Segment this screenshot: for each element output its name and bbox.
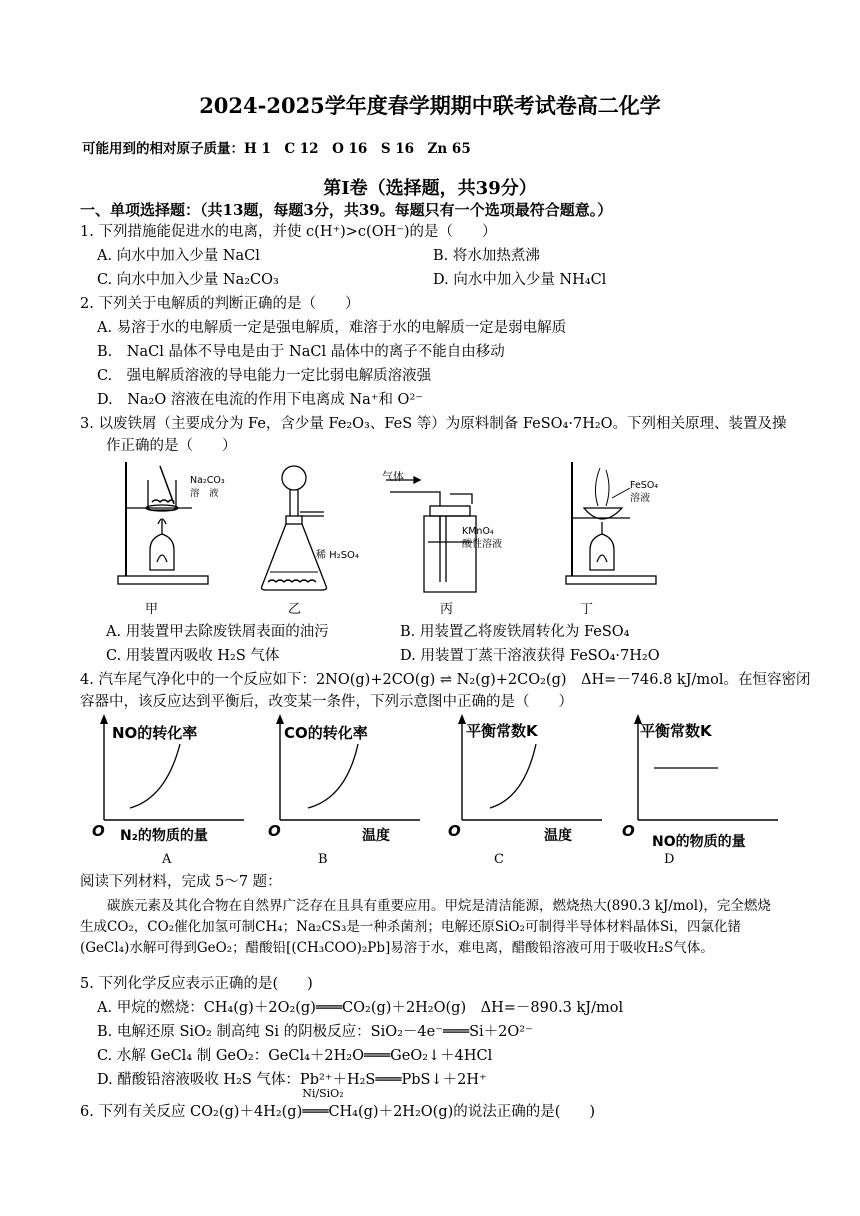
graph-b-ylabel: CO的转化率 (284, 724, 368, 742)
q3-apparatus-figure (100, 458, 700, 618)
q5-option-c: C. 水解 GeCl₄ 制 GeO₂：GeCl₄＋2H₂O═══GeO₂↓＋4HCl (97, 1048, 493, 1064)
q4-stem-line1: 4. 汽车尾气净化中的一个反应如下：2NO(g)+2CO(g) ⇌ N₂(g)+2CO₂(g) ΔH=－746.8 kJ/mol。在恒容密闭 (80, 672, 811, 688)
label-ding-reagent-2: 溶液 (630, 493, 650, 504)
part-heading: 一、单项选择题：（共13题，每题3分，共39。每题只有一个选项最符合题意。） (80, 201, 613, 219)
graph-b-caption: B (318, 852, 328, 867)
label-jia-reagent-2: 溶 液 (190, 488, 219, 499)
graph-a-xlabel: N₂的物质的量 (120, 828, 208, 844)
graph-c-xlabel: 温度 (544, 828, 572, 844)
q1-stem: 1. 下列措施能促进水的电离，并使 c(H⁺)>c(OH⁻)的是（ ） (80, 224, 497, 240)
q3-option-d: D. 用装置丁蒸干溶液获得 FeSO₄·7H₂O (400, 648, 660, 664)
graph-d-caption: D (664, 852, 675, 867)
q2-option-a: A. 易溶于水的电解质一定是强电解质，难溶于水的电解质一定是弱电解质 (97, 320, 567, 336)
q5-option-a: A. 甲烷的燃烧：CH₄(g)＋2O₂(g)═══CO₂(g)＋2H₂O(g) ΔH=－890.3 kJ/mol (97, 1000, 624, 1016)
q5-option-d: D. 醋酸铅溶液吸收 H₂S 气体：Pb²⁺＋H₂S═══PbS↓＋2H⁺ (97, 1072, 487, 1088)
reading-material (80, 896, 780, 959)
q6-catalyst: Ni/SiO₂ (302, 1087, 344, 1100)
reading-intro: 阅读下列材料，完成 5～7 题： (80, 874, 282, 890)
label-bing-reagent-2: 酸性溶液 (462, 539, 502, 550)
q4-stem-line2: 容器中，该反应达到平衡后，改变某一条件，下列示意图中正确的是（ ） (80, 694, 573, 710)
q6-stem (80, 1087, 596, 1122)
q1-option-a: A. 向水中加入少量 NaCl (97, 248, 260, 264)
q2-option-d: D. Na₂O 溶液在电流的作用下电离成 Na⁺和 O²⁻ (97, 392, 423, 408)
label-ding-reagent-1: FeSO₄ (630, 480, 659, 491)
graph-b-curve (308, 744, 358, 808)
graph-d-ylabel: 平衡常数K (640, 722, 712, 740)
reading-material-text: 碳族元素及其化合物在自然界广泛存在且具有重要应用。甲烷是清洁能源，燃烧热大(890.3 kJ/mol)，完全燃烧生成CO₂，CO₂催化加氢可制CH₄；Na₂CS₃是一种杀菌剂；电解还原SiO₂可制得半导体材料晶体Si，四氯化锗(GeCl₄)水解可得到GeO₂；醋酸铅[(CH₃COO)₂Pb]易溶于水，难电离，醋酸铅溶液可用于吸收H₂S气体。 (80, 898, 771, 956)
q5-option-b: B. 电解还原 SiO₂ 制高纯 Si 的阴极反应：SiO₂－4e⁻═══Si＋2O²⁻ (97, 1024, 533, 1040)
q3-stem-line2: 作正确的是（ ） (106, 438, 237, 454)
graph-a-origin: O (92, 822, 105, 840)
q3-stem-line1: 3. 以废铁屑（主要成分为 Fe，含少量 Fe₂O₃、FeS 等）为原料制备 FeSO₄·7H₂O。下列相关原理、装置及操 (80, 416, 787, 432)
graph-d-origin: O (622, 822, 635, 840)
q6-stem-post: CH₄(g)＋2H₂O(g)的说法正确的是( ) (328, 1104, 596, 1120)
graph-d (620, 712, 786, 852)
q3-option-b: B. 用装置乙将废铁屑转化为 FeSO₄ (400, 624, 630, 640)
caption-jia: 甲 (145, 602, 159, 617)
q2-option-c: C. 强电解质溶液的导电能力一定比弱电解质溶液强 (97, 368, 432, 384)
section-title: 第Ⅰ卷（选择题，共39分） (323, 178, 537, 199)
q3-option-a: A. 用装置甲去除废铁屑表面的油污 (106, 624, 329, 640)
graph-a (86, 712, 252, 852)
q3-option-c: C. 用装置丙吸收 H₂S 气体 (106, 648, 280, 664)
q2-option-b: B. NaCl 晶体不导电是由于 NaCl 晶体中的离子不能自由移动 (97, 344, 505, 360)
q1-option-d: D. 向水中加入少量 NH₄Cl (433, 272, 607, 288)
graph-c-caption: C (494, 852, 504, 867)
graph-a-caption: A (162, 852, 172, 867)
graph-b (262, 712, 428, 852)
graph-d-xlabel: NO的物质的量 (652, 834, 746, 850)
graph-c-ylabel: 平衡常数K (466, 722, 538, 740)
q2-stem: 2. 下列关于电解质的判断正确的是（ ） (80, 296, 360, 312)
q1-option-b: B. 将水加热煮沸 (433, 248, 540, 264)
label-yi-reagent: 稀 H₂SO₄ (316, 550, 359, 561)
atomic-masses: 可能用到的相对原子质量：H 1 C 12 O 16 S 16 Zn 65 (82, 141, 471, 157)
graph-c-origin: O (448, 822, 461, 840)
caption-ding: 丁 (580, 602, 594, 617)
caption-bing: 丙 (440, 602, 454, 617)
exam-title: 2024-2025学年度春学期期中联考试卷高二化学 (199, 93, 661, 118)
graph-c-curve (490, 744, 536, 808)
q6-arrow: ═══ (302, 1104, 329, 1120)
caption-yi: 乙 (288, 602, 302, 617)
graph-b-xlabel: 温度 (362, 828, 390, 844)
graph-a-curve (130, 744, 180, 808)
q5-stem: 5. 下列化学反应表示正确的是( ) (80, 976, 313, 992)
graph-a-ylabel: NO的转化率 (112, 724, 198, 742)
q6-stem-pre: 6. 下列有关反应 CO₂(g)＋4H₂(g) (80, 1104, 303, 1120)
apparatus-yi (262, 466, 327, 590)
graph-c (444, 712, 610, 852)
graph-b-origin: O (268, 822, 281, 840)
q1-option-c: C. 向水中加入少量 Na₂CO₃ (97, 272, 279, 288)
label-bing-gas: 气体 (382, 470, 404, 483)
label-jia-reagent-1: Na₂CO₃ (190, 475, 225, 486)
label-bing-reagent-1: KMnO₄ (462, 526, 494, 537)
